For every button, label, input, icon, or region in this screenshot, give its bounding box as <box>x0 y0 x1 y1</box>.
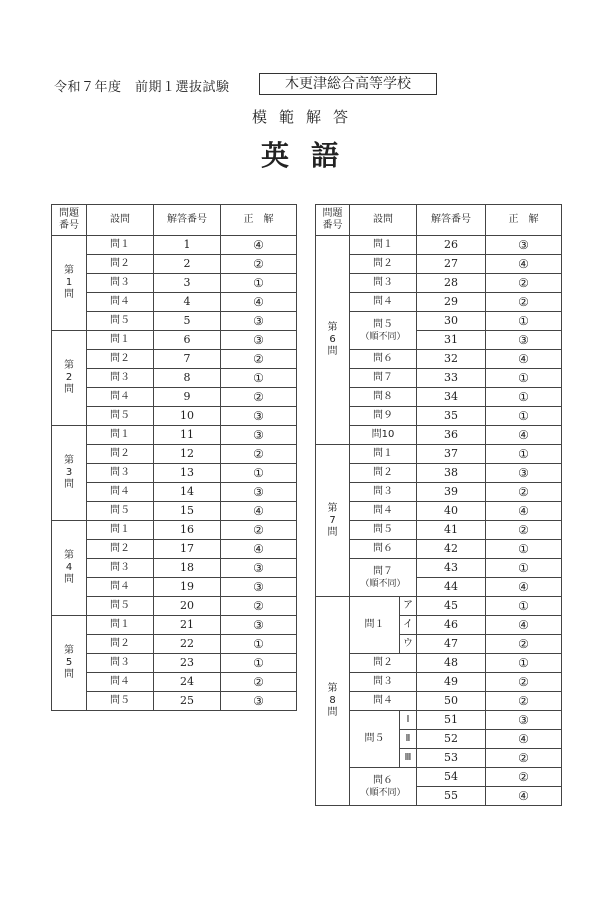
table-row <box>52 274 297 293</box>
correct-answer: ① <box>221 635 297 654</box>
answer-number: 3 <box>154 274 221 293</box>
question-text: 問４ <box>373 296 393 307</box>
question-label <box>350 407 417 426</box>
group-label: 第 1 問 <box>52 236 87 331</box>
correct-answer: ② <box>486 483 562 502</box>
header-group: 問題 番号 <box>52 205 87 236</box>
answer-number: 17 <box>154 540 221 559</box>
table-row <box>52 483 297 502</box>
question-label: 問４ <box>87 293 154 312</box>
correct-answer: ② <box>221 521 297 540</box>
correct-answer: ① <box>486 654 562 673</box>
question-text: 問７ <box>373 372 393 383</box>
question-label: 問４ <box>87 483 154 502</box>
question-text: 問３ <box>373 277 393 288</box>
answer-number: 44 <box>417 578 486 597</box>
answer-number: 46 <box>417 616 486 635</box>
question-label: 問５ <box>87 597 154 616</box>
answer-number: 6 <box>154 331 221 350</box>
table-row <box>52 673 297 692</box>
correct-answer: ② <box>221 350 297 369</box>
correct-answer: ③ <box>221 559 297 578</box>
question-label: 問３ <box>87 274 154 293</box>
sub-question-label: ア <box>400 597 417 616</box>
correct-answer: ④ <box>221 293 297 312</box>
question-text: 問６ <box>373 353 393 364</box>
answer-number: 52 <box>417 730 486 749</box>
answer-number: 14 <box>154 483 221 502</box>
header-number: 解答番号 <box>154 205 221 236</box>
table-row <box>52 578 297 597</box>
correct-answer: ④ <box>221 540 297 559</box>
question-label: 問５ <box>87 692 154 711</box>
correct-answer: ④ <box>486 616 562 635</box>
answer-number: 40 <box>417 502 486 521</box>
question-label <box>350 768 417 806</box>
correct-answer: ③ <box>486 236 562 255</box>
group-label: 第 8 問 <box>316 597 350 806</box>
table-row <box>316 445 562 464</box>
question-label <box>350 464 417 483</box>
table-row <box>52 426 297 445</box>
question-text: 問８ <box>373 391 393 402</box>
group-label: 第 2 問 <box>52 331 87 426</box>
table-row <box>316 540 562 559</box>
answer-number: 43 <box>417 559 486 578</box>
question-text: 問５ <box>373 318 393 330</box>
answer-number: 21 <box>154 616 221 635</box>
table-row <box>52 654 297 673</box>
correct-answer: ② <box>486 768 562 787</box>
header-question: 設問 <box>87 205 154 236</box>
question-text: 問２ <box>373 657 393 668</box>
header-group: 問題 番号 <box>316 205 350 236</box>
table-row <box>52 521 297 540</box>
table-row <box>316 274 562 293</box>
question-label <box>350 369 417 388</box>
question-text: 問５ <box>364 733 385 744</box>
answer-rows-left <box>52 236 297 711</box>
correct-answer: ③ <box>221 312 297 331</box>
question-label: 問２ <box>87 445 154 464</box>
correct-answer: ② <box>486 692 562 711</box>
answer-number: 48 <box>417 654 486 673</box>
table-row <box>316 692 562 711</box>
answer-number: 34 <box>417 388 486 407</box>
question-label: 問２ <box>87 635 154 654</box>
table-row <box>52 635 297 654</box>
question-label: 問３ <box>87 559 154 578</box>
correct-answer: ③ <box>221 616 297 635</box>
header-question: 設問 <box>350 205 417 236</box>
answer-number: 12 <box>154 445 221 464</box>
question-label <box>350 502 417 521</box>
table-row <box>316 673 562 692</box>
answer-number: 10 <box>154 407 221 426</box>
table-row <box>52 312 297 331</box>
table-row <box>316 711 562 730</box>
question-label: 問５ <box>87 407 154 426</box>
group-label: 第 6 問 <box>316 236 350 445</box>
answer-number: 54 <box>417 768 486 787</box>
answer-number: 33 <box>417 369 486 388</box>
question-label: 問４ <box>87 388 154 407</box>
question-text: 問４ <box>373 695 393 706</box>
question-label: 問２ <box>87 255 154 274</box>
order-note: （順不同） <box>360 578 406 589</box>
correct-answer: ① <box>221 464 297 483</box>
order-note: （順不同） <box>360 787 406 798</box>
question-label <box>350 711 400 768</box>
table-row <box>52 502 297 521</box>
question-text: 問１ <box>373 239 393 250</box>
exam-info: 令和７年度 前期１選抜試験 <box>54 80 230 95</box>
sub-question-label: ウ <box>400 635 417 654</box>
correct-answer: ① <box>486 540 562 559</box>
correct-answer: ① <box>486 597 562 616</box>
question-label: 問１ <box>87 521 154 540</box>
answer-number: 37 <box>417 445 486 464</box>
answer-number: 9 <box>154 388 221 407</box>
correct-answer: ① <box>486 407 562 426</box>
answer-number: 42 <box>417 540 486 559</box>
question-label: 問３ <box>87 654 154 673</box>
question-label: 問５ <box>87 502 154 521</box>
table-row <box>52 236 297 255</box>
question-label <box>350 236 417 255</box>
header-answer: 正 解 <box>486 205 562 236</box>
answer-number: 2 <box>154 255 221 274</box>
table-row <box>316 483 562 502</box>
answer-number: 35 <box>417 407 486 426</box>
question-text: 問１ <box>364 619 385 630</box>
answer-number: 29 <box>417 293 486 312</box>
school-name-box: 木更津総合高等学校 <box>259 73 437 95</box>
answer-number: 32 <box>417 350 486 369</box>
table-row <box>52 692 297 711</box>
answer-rows-right <box>316 236 562 806</box>
table-row <box>316 407 562 426</box>
correct-answer: ③ <box>486 464 562 483</box>
correct-answer: ② <box>486 274 562 293</box>
table-row <box>52 369 297 388</box>
question-label: 問１ <box>87 236 154 255</box>
answer-number: 51 <box>417 711 486 730</box>
answer-number: 49 <box>417 673 486 692</box>
correct-answer: ① <box>486 445 562 464</box>
correct-answer: ④ <box>486 502 562 521</box>
answer-number: 5 <box>154 312 221 331</box>
answer-number: 27 <box>417 255 486 274</box>
answer-number: 22 <box>154 635 221 654</box>
table-row <box>316 426 562 445</box>
question-text: 問２ <box>373 258 393 269</box>
question-label <box>350 255 417 274</box>
table-row <box>316 521 562 540</box>
answer-number: 23 <box>154 654 221 673</box>
correct-answer: ④ <box>221 236 297 255</box>
correct-answer: ② <box>486 749 562 768</box>
header-row <box>52 205 297 236</box>
correct-answer: ② <box>221 388 297 407</box>
answer-number: 39 <box>417 483 486 502</box>
question-label <box>350 521 417 540</box>
question-label: 問１ <box>87 331 154 350</box>
table-row <box>52 350 297 369</box>
correct-answer: ④ <box>486 578 562 597</box>
correct-answer: ③ <box>221 692 297 711</box>
page-subtitle: 模範解答 <box>251 108 360 126</box>
order-note: （順不同） <box>360 331 406 342</box>
table-row <box>316 312 562 331</box>
question-label <box>350 673 417 692</box>
answer-number: 38 <box>417 464 486 483</box>
answer-number: 55 <box>417 787 486 806</box>
answer-number: 19 <box>154 578 221 597</box>
table-row <box>316 350 562 369</box>
question-text: 問４ <box>373 505 393 516</box>
correct-answer: ① <box>486 559 562 578</box>
table-row <box>52 255 297 274</box>
question-label <box>350 654 417 673</box>
answer-number: 13 <box>154 464 221 483</box>
sub-question-label: Ⅲ <box>400 749 417 768</box>
question-text: 問５ <box>373 524 393 535</box>
question-text: 問３ <box>373 676 393 687</box>
table-row <box>316 293 562 312</box>
question-label: 問２ <box>87 350 154 369</box>
group-label: 第 7 問 <box>316 445 350 597</box>
correct-answer: ③ <box>221 483 297 502</box>
table-row <box>52 559 297 578</box>
page-title: 英語 <box>260 139 361 172</box>
table-row <box>52 540 297 559</box>
table-row <box>316 369 562 388</box>
answer-table-left <box>51 204 297 711</box>
group-label: 第 5 問 <box>52 616 87 711</box>
answer-number: 7 <box>154 350 221 369</box>
answer-number: 15 <box>154 502 221 521</box>
correct-answer: ① <box>486 388 562 407</box>
question-label <box>350 274 417 293</box>
correct-answer: ④ <box>221 502 297 521</box>
question-label <box>350 350 417 369</box>
question-text: 問10 <box>371 429 395 440</box>
question-label <box>350 692 417 711</box>
question-label <box>350 540 417 559</box>
answer-number: 28 <box>417 274 486 293</box>
answer-number: 25 <box>154 692 221 711</box>
correct-answer: ④ <box>486 426 562 445</box>
correct-answer: ③ <box>486 711 562 730</box>
answer-number: 11 <box>154 426 221 445</box>
answer-number: 30 <box>417 312 486 331</box>
correct-answer: ④ <box>486 730 562 749</box>
answer-number: 18 <box>154 559 221 578</box>
question-label: 問５ <box>87 312 154 331</box>
table-row <box>52 293 297 312</box>
question-label: 問１ <box>87 616 154 635</box>
table-row <box>52 464 297 483</box>
sub-question-label: イ <box>400 616 417 635</box>
header-number: 解答番号 <box>417 205 486 236</box>
table-row <box>316 654 562 673</box>
group-label: 第 3 問 <box>52 426 87 521</box>
table-row <box>52 616 297 635</box>
answer-number: 47 <box>417 635 486 654</box>
question-label <box>350 312 417 350</box>
question-text: 問６ <box>373 774 393 786</box>
table-row <box>316 559 562 578</box>
correct-answer: ② <box>221 673 297 692</box>
correct-answer: ② <box>221 255 297 274</box>
question-text: 問１ <box>373 448 393 459</box>
table-row <box>316 464 562 483</box>
answer-number: 8 <box>154 369 221 388</box>
answer-number: 24 <box>154 673 221 692</box>
table-row <box>52 388 297 407</box>
answer-table-right <box>315 204 562 806</box>
question-label <box>350 445 417 464</box>
answer-number: 31 <box>417 331 486 350</box>
correct-answer: ② <box>221 445 297 464</box>
correct-answer: ② <box>486 635 562 654</box>
table-row <box>52 445 297 464</box>
correct-answer: ② <box>221 597 297 616</box>
question-text: 問６ <box>373 543 393 554</box>
correct-answer: ③ <box>486 331 562 350</box>
question-label <box>350 293 417 312</box>
question-label <box>350 597 400 654</box>
question-text: 問２ <box>373 467 393 478</box>
question-label <box>350 559 417 597</box>
table-row <box>316 768 562 787</box>
answer-number: 36 <box>417 426 486 445</box>
answer-number: 1 <box>154 236 221 255</box>
answer-number: 50 <box>417 692 486 711</box>
question-label: 問４ <box>87 673 154 692</box>
table-row <box>316 236 562 255</box>
sub-question-label: Ⅱ <box>400 730 417 749</box>
question-label: 問３ <box>87 369 154 388</box>
group-label: 第 4 問 <box>52 521 87 616</box>
correct-answer: ③ <box>221 426 297 445</box>
correct-answer: ② <box>486 521 562 540</box>
question-text: 問７ <box>373 565 393 577</box>
table-row <box>52 597 297 616</box>
header-row <box>316 205 562 236</box>
question-label <box>350 483 417 502</box>
correct-answer: ② <box>486 293 562 312</box>
header-answer: 正 解 <box>221 205 297 236</box>
answer-number: 4 <box>154 293 221 312</box>
answer-number: 16 <box>154 521 221 540</box>
correct-answer: ② <box>486 673 562 692</box>
question-label: 問２ <box>87 540 154 559</box>
correct-answer: ④ <box>486 787 562 806</box>
correct-answer: ④ <box>486 350 562 369</box>
correct-answer: ① <box>486 369 562 388</box>
question-label <box>350 388 417 407</box>
answer-number: 45 <box>417 597 486 616</box>
question-text: 問３ <box>373 486 393 497</box>
correct-answer: ① <box>221 654 297 673</box>
question-text: 問９ <box>373 410 393 421</box>
question-label: 問１ <box>87 426 154 445</box>
question-label: 問３ <box>87 464 154 483</box>
table-row <box>316 597 562 616</box>
correct-answer: ③ <box>221 331 297 350</box>
table-row <box>52 407 297 426</box>
answer-number: 26 <box>417 236 486 255</box>
table-row <box>316 388 562 407</box>
correct-answer: ① <box>221 369 297 388</box>
question-label: 問４ <box>87 578 154 597</box>
answer-number: 20 <box>154 597 221 616</box>
table-row <box>52 331 297 350</box>
correct-answer: ③ <box>221 407 297 426</box>
correct-answer: ① <box>486 312 562 331</box>
correct-answer: ③ <box>221 578 297 597</box>
question-label <box>350 426 417 445</box>
sub-question-label: Ⅰ <box>400 711 417 730</box>
table-row <box>316 255 562 274</box>
answer-number: 41 <box>417 521 486 540</box>
table-row <box>316 502 562 521</box>
correct-answer: ① <box>221 274 297 293</box>
answer-number: 53 <box>417 749 486 768</box>
correct-answer: ④ <box>486 255 562 274</box>
